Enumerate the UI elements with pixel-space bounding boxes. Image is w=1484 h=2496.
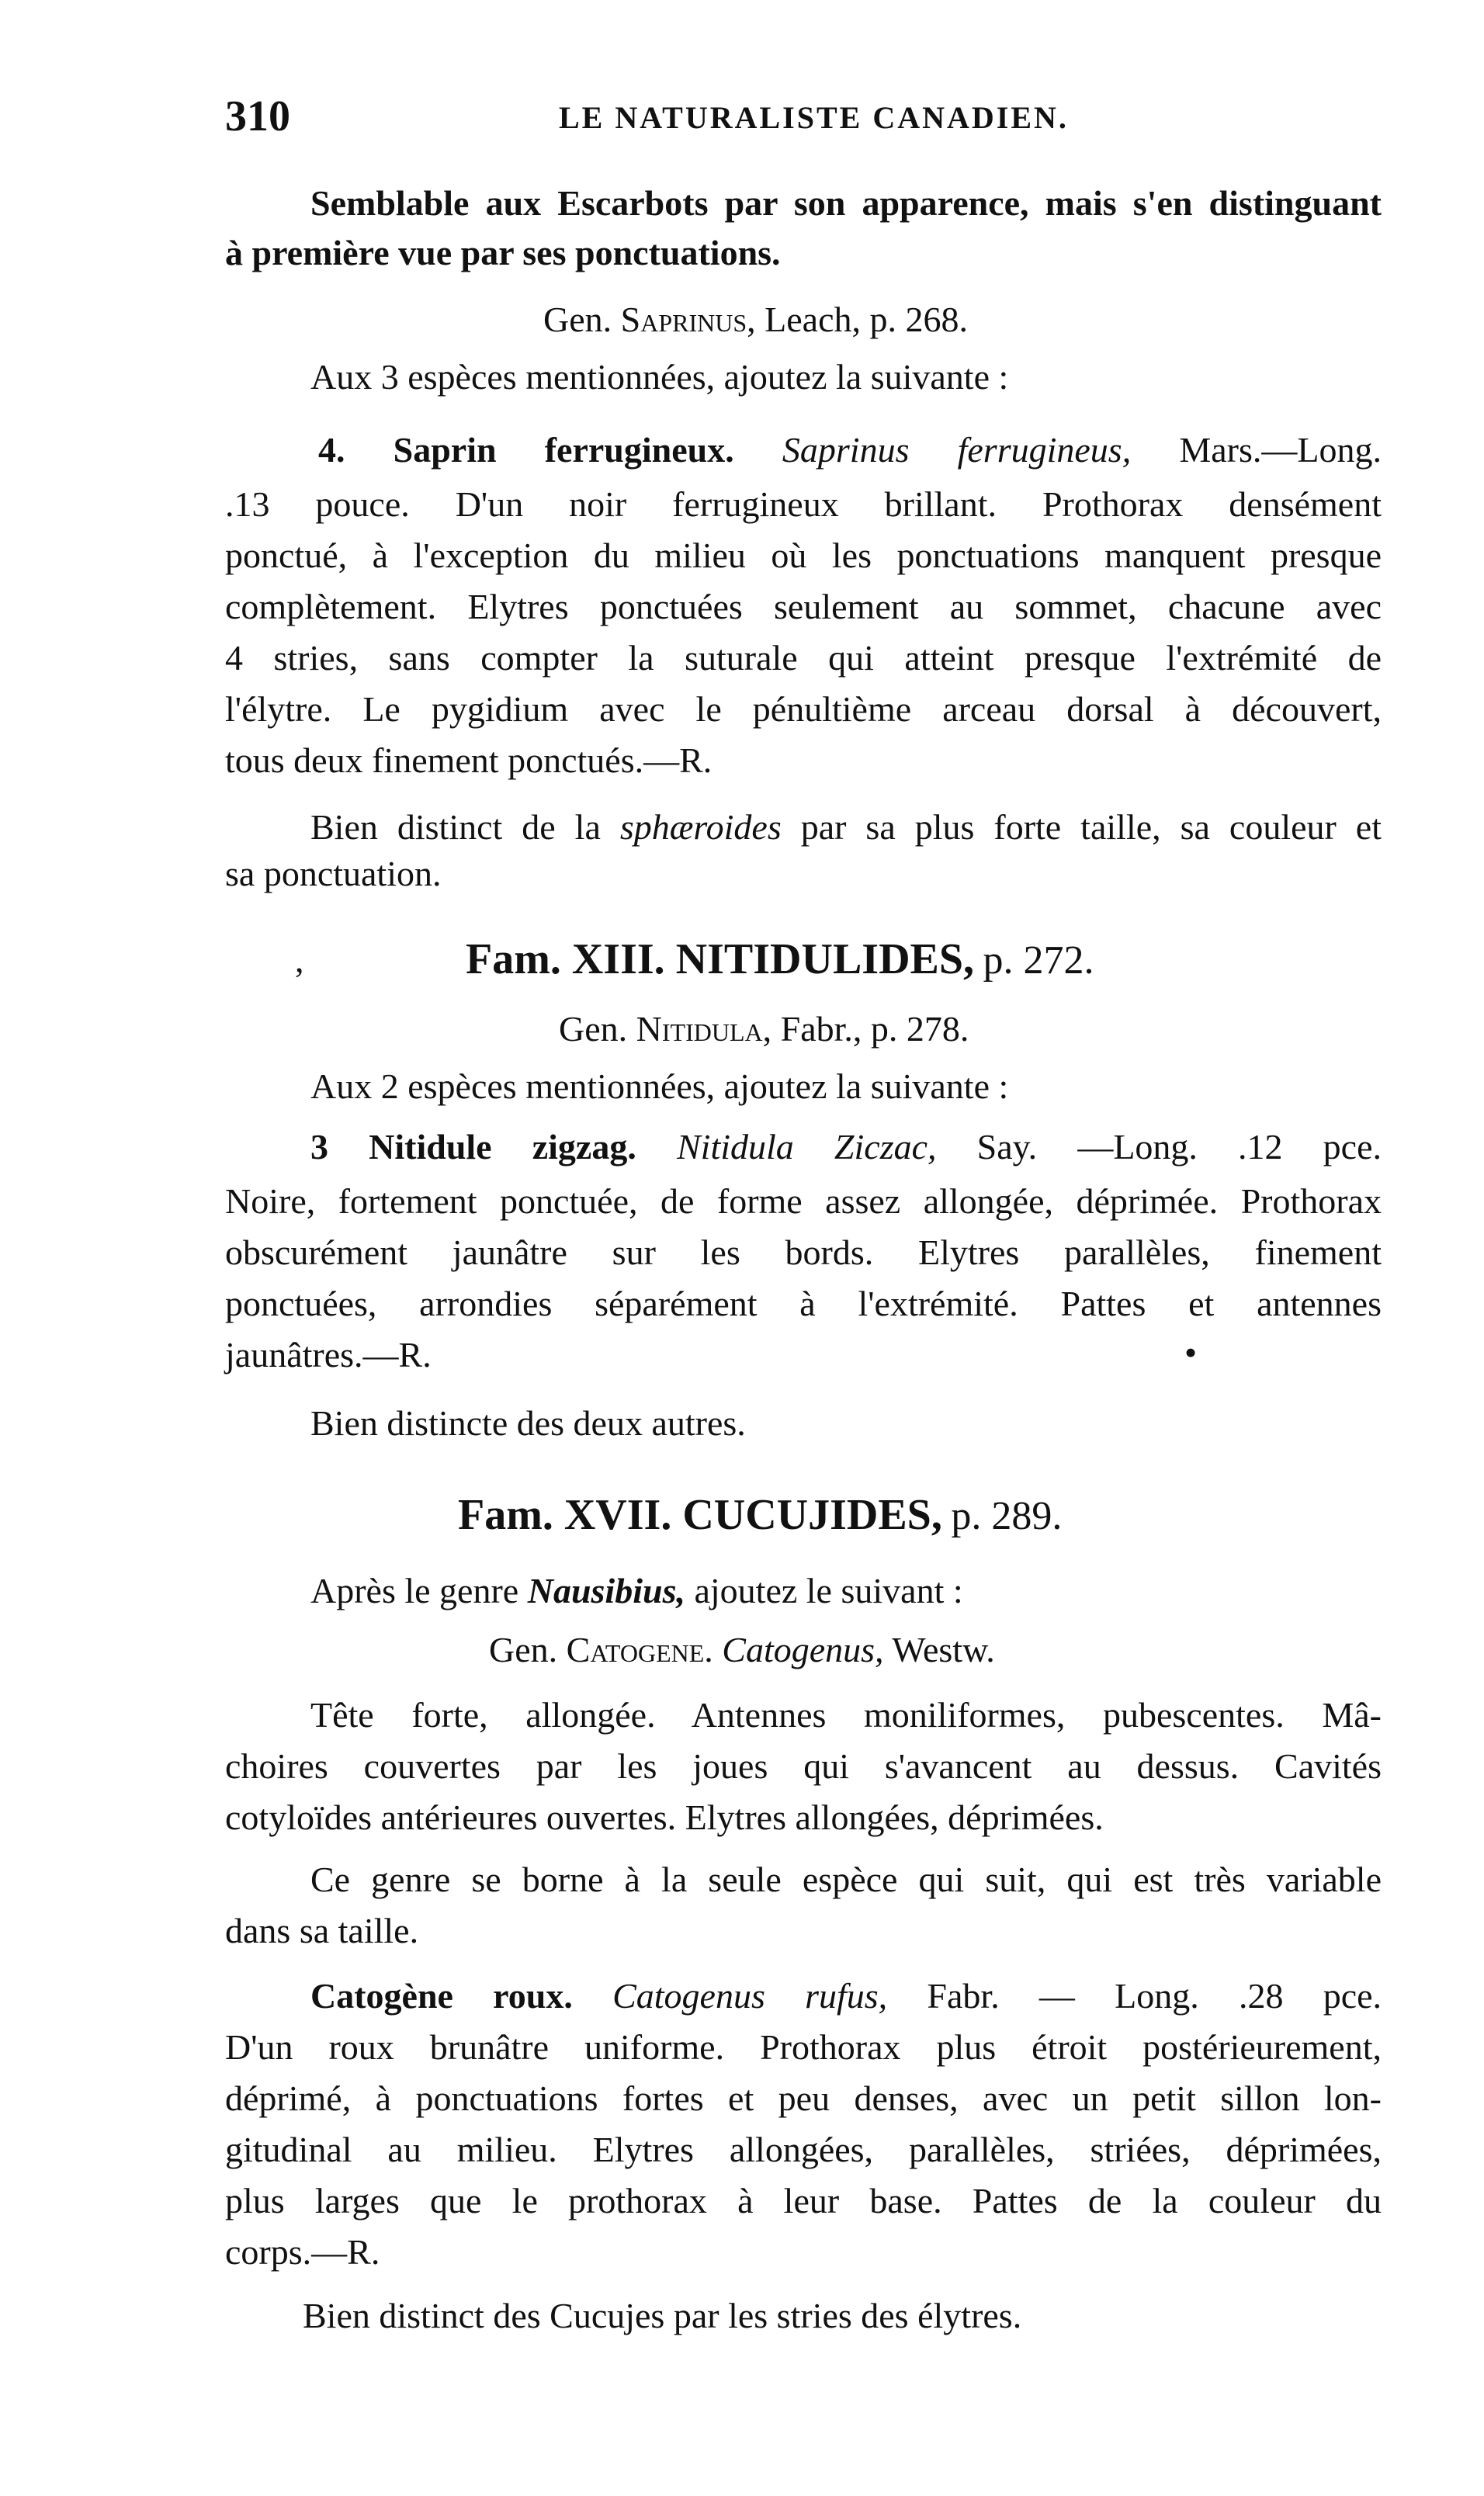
desc-line: corps.—R.	[225, 2232, 380, 2272]
genus-saprinus	[543, 296, 968, 343]
desc-line: plus larges que le prothorax à leur base. Pattes de la couleur du	[225, 2181, 1382, 2220]
genus-name: Saprinus,	[620, 300, 756, 339]
species-latin: Saprinus ferrugineus,	[782, 430, 1132, 470]
desc-line: 4 stries, sans compter la suturale qui atteint presque l'extrémité de	[225, 638, 1382, 678]
genus-note-line: Ce genre se borne à la seule espèce qui suit, qui est très variable	[310, 1860, 1382, 1899]
genus-label: Gen.	[489, 1630, 558, 1669]
species-catogene-roux	[310, 1973, 1382, 2019]
genus-desc-line: choires couvertes par les joues qui s'avancent au dessus. Cavités	[225, 1746, 1382, 1786]
desc-line: jaunâtres.—R.	[225, 1335, 432, 1375]
note-text: par sa plus forte taille, sa couleur et	[800, 807, 1382, 847]
genus-note-line: dans sa taille.	[225, 1911, 419, 1950]
desc-line: .13 pouce. D'un noir ferrugineux brillant. Prothorax densément	[225, 484, 1382, 524]
note-line-1	[310, 804, 1382, 851]
species-nitidule-zigzag	[310, 1124, 1382, 1170]
genus-label: Gen.	[543, 300, 612, 339]
stray-mark: ,	[295, 940, 304, 979]
species-latin: Catogenus rufus,	[612, 1976, 888, 2016]
desc-line: tous deux finement ponctués.—R.	[225, 740, 713, 780]
family-page-ref: p. 289.	[951, 1494, 1063, 1538]
add-species-line: Aux 3 espèces mentionnées, ajoutez la suivante :	[310, 357, 1009, 397]
species-authority: Say. —Long. .12 pce.	[976, 1127, 1382, 1167]
species-authority: Fabr. — Long. .28 pce.	[927, 1976, 1382, 2016]
note-line: Bien distincte des deux autres.	[310, 1403, 746, 1443]
after-text: Après le genre	[310, 1571, 519, 1610]
desc-line: déprimé, à ponctuations fortes et peu denses, avec un petit sillon lon-	[225, 2078, 1382, 2118]
species-title: 3 Nitidule zigzag.	[310, 1127, 636, 1167]
note-text: Bien distinct de la	[310, 807, 601, 847]
species-title: Catogène roux.	[310, 1976, 573, 2016]
desc-line: ponctué, à l'exception du milieu où les ponctuations manquent presque	[225, 536, 1382, 575]
genus-reference: Westw.	[892, 1630, 995, 1669]
genus-name: Nitidula,	[636, 1009, 772, 1049]
family-heading-17	[458, 1487, 1062, 1545]
desc-line: ponctuées, arrondies séparément à l'extrémité. Pattes et antennes	[225, 1284, 1382, 1323]
genus-label: Gen.	[559, 1009, 628, 1049]
running-head: LE NATURALISTE CANADIEN.	[559, 100, 1069, 135]
note-italic: sphæroides	[619, 807, 782, 847]
family-heading-13	[466, 931, 1094, 990]
stray-dot: •	[1184, 1333, 1198, 1372]
family-name: Fam. XVII. CUCUJIDES,	[458, 1491, 942, 1539]
genus-desc-line: cotyloïdes antérieures ouvertes. Elytres allongées, déprimées.	[225, 1797, 1104, 1837]
species-title: 4. Saprin ferrugineux.	[318, 430, 734, 470]
note-line: Bien distinct des Cucujes par les stries des élytres.	[303, 2296, 1022, 2335]
page-header	[225, 92, 1389, 154]
after-text: ajoutez le suivant :	[694, 1571, 963, 1610]
desc-line: l'élytre. Le pygidium avec le pénultième arceau dorsal à découvert,	[225, 689, 1382, 729]
species-latin: Nitidula Ziczac,	[676, 1127, 937, 1167]
genus-name: Catogene.	[566, 1630, 713, 1669]
genus-desc-line: Tête forte, allongée. Antennes moniliformes, pubescentes. Mâ-	[310, 1695, 1382, 1735]
genus-reference: Fabr., p. 278.	[780, 1009, 969, 1049]
page-number: 310	[225, 92, 290, 140]
desc-line: D'un roux brunâtre uniforme. Prothorax plus étroit postérieurement,	[225, 2027, 1382, 2067]
intro-line-1: Semblable aux Escarbots par son apparence, mais s'en distinguant	[310, 183, 1382, 223]
desc-line: obscurément jaunâtre sur les bords. Elytres parallèles, finement	[225, 1232, 1382, 1272]
intro-line-2: à première vue par ses ponctuations.	[225, 233, 781, 272]
after-genus-line	[310, 1568, 963, 1614]
species-authority: Mars.—Long.	[1179, 430, 1382, 470]
genus-catogene	[489, 1627, 995, 1673]
genus-nitidula	[559, 1006, 969, 1052]
family-name: Fam. XIII. NITIDULIDES,	[466, 935, 975, 983]
desc-line: Noire, fortement ponctuée, de forme assez allongée, déprimée. Prothorax	[225, 1181, 1382, 1221]
add-species-line: Aux 2 espèces mentionnées, ajoutez la suivante :	[310, 1066, 1009, 1106]
genus-latin: Catogenus,	[722, 1630, 884, 1669]
species-saprin-ferrugineux	[318, 427, 1382, 473]
note-line-2: sa ponctuation.	[225, 854, 442, 893]
after-italic: Nausibius,	[527, 1571, 685, 1610]
family-page-ref: p. 272.	[983, 938, 1094, 983]
desc-line: gitudinal au milieu. Elytres allongées, parallèles, striées, déprimées,	[225, 2130, 1382, 2169]
desc-line: complètement. Elytres ponctuées seulement au sommet, chacune avec	[225, 587, 1382, 626]
genus-reference: Leach, p. 268.	[765, 300, 969, 339]
